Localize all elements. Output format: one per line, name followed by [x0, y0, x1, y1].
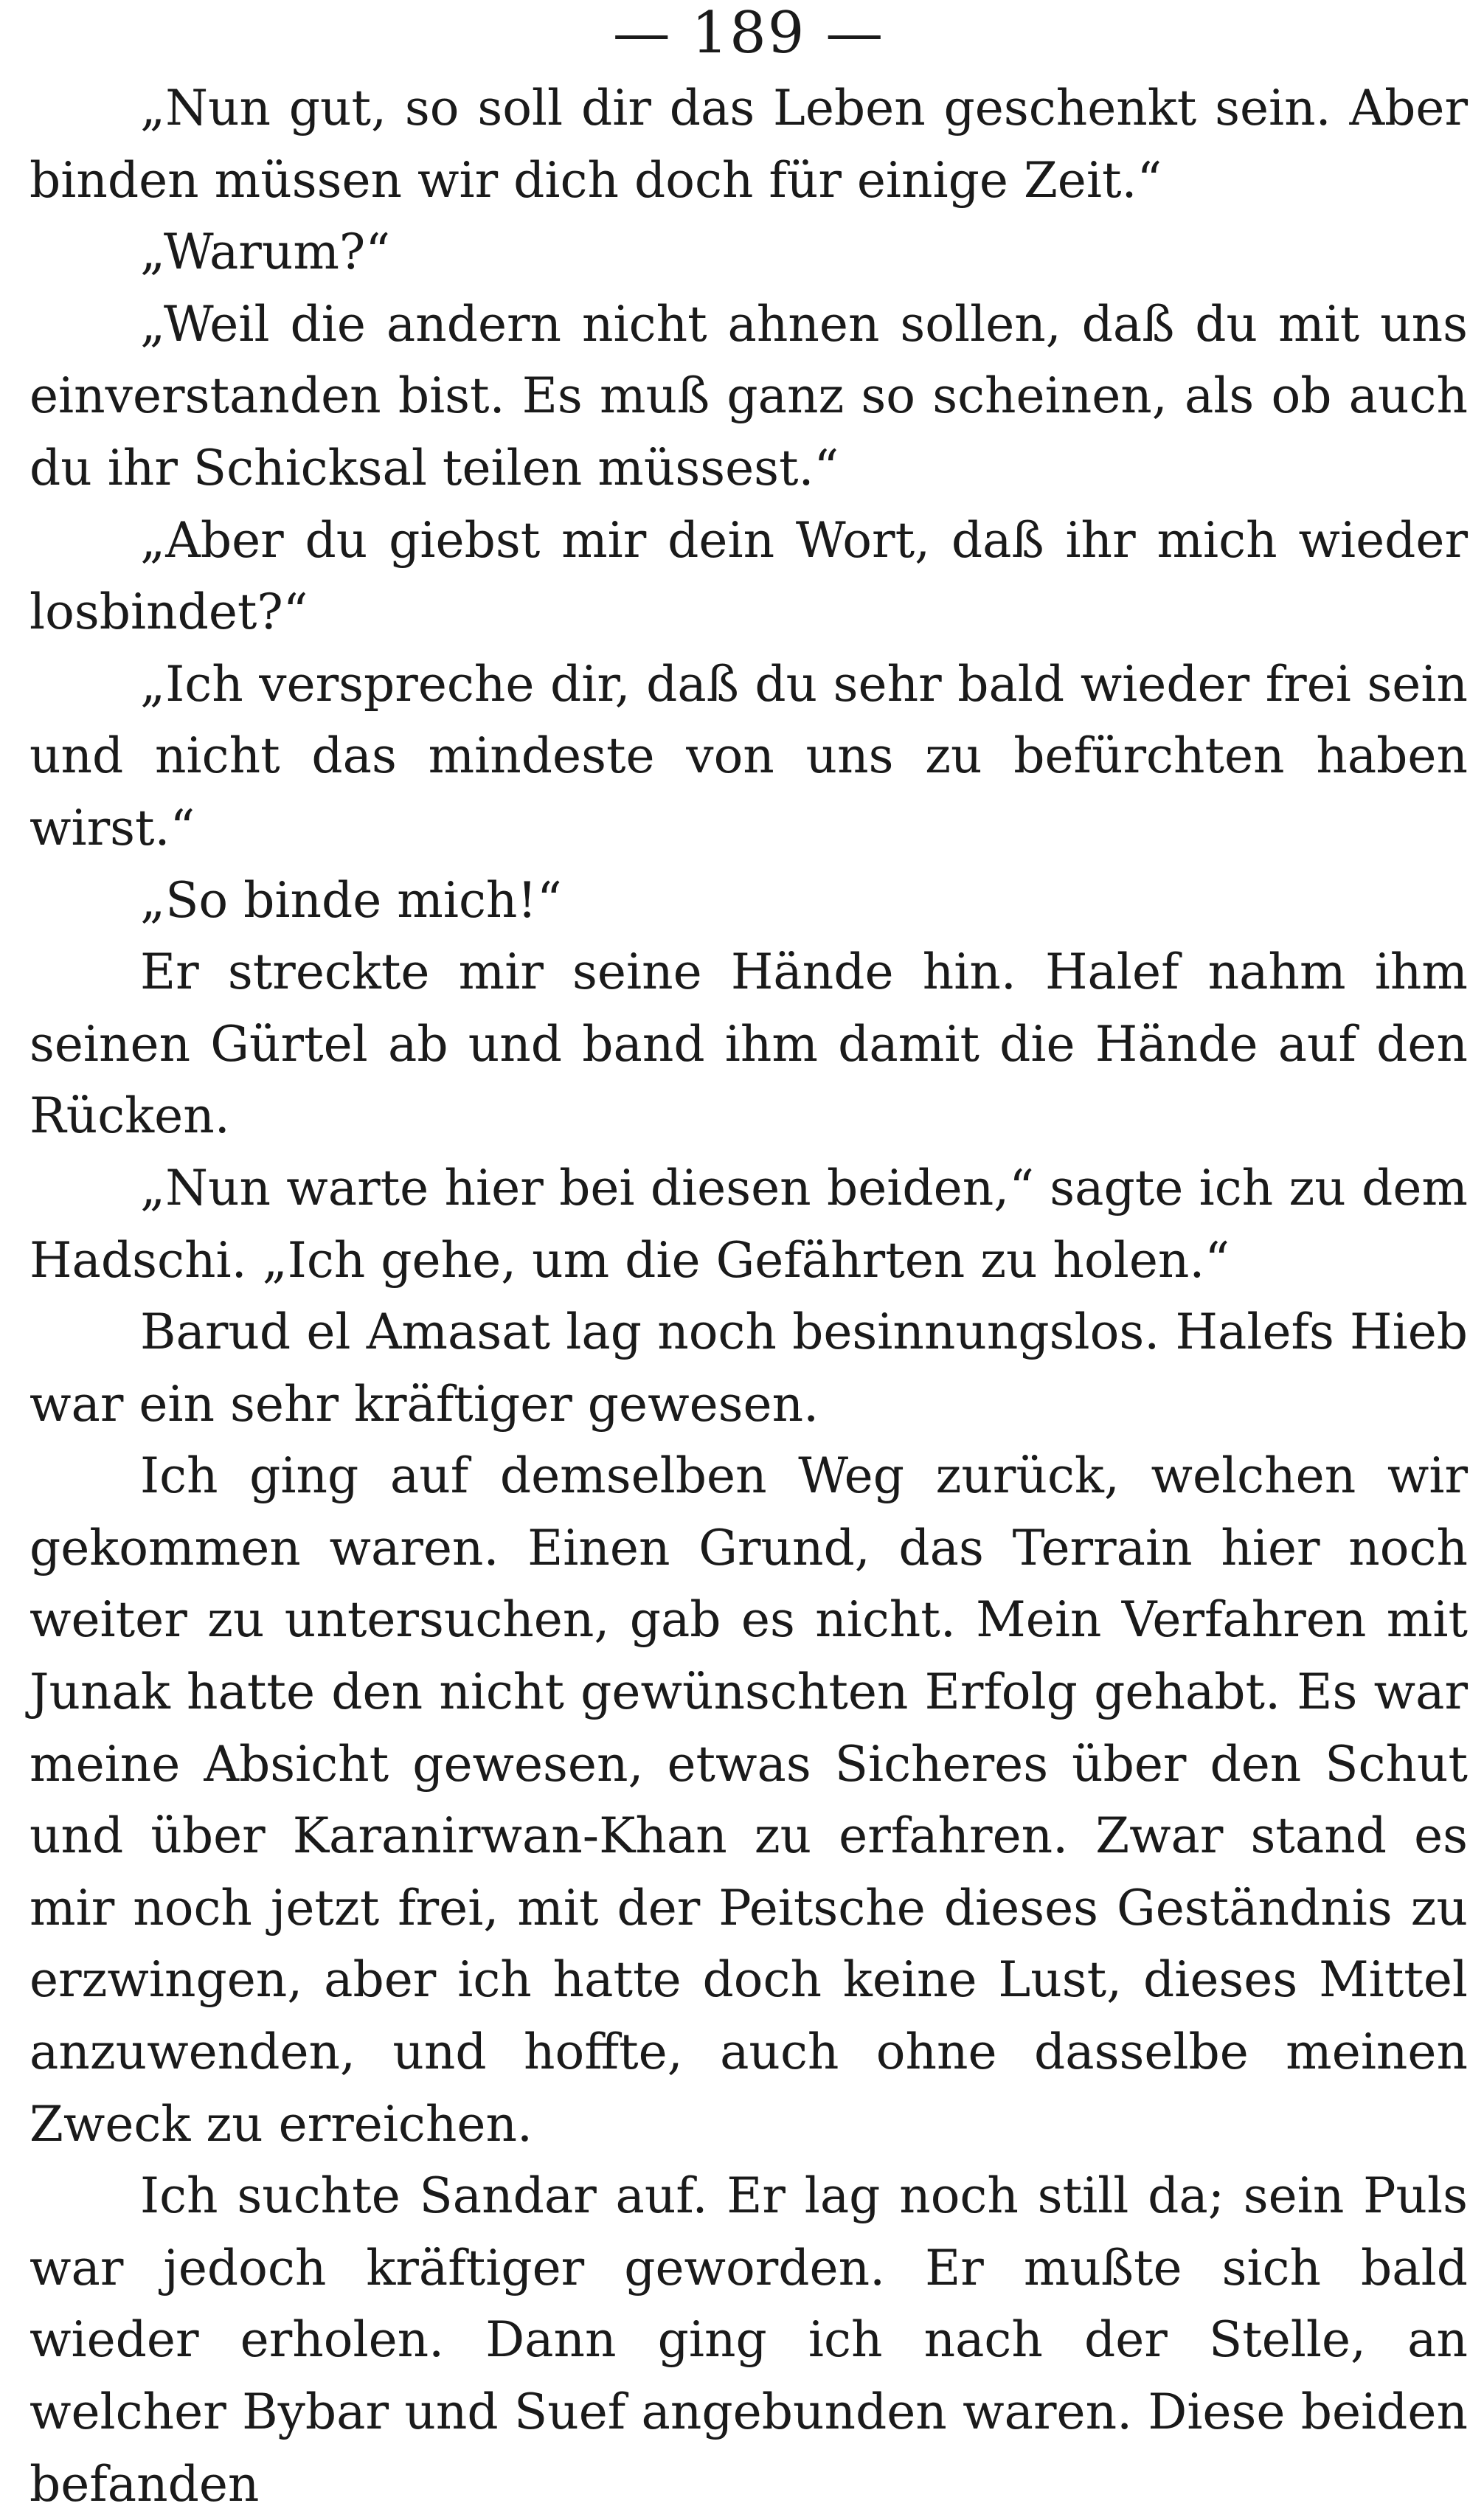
paragraph-1: „Nun gut, so soll dir das Leben geschenkt sein. Aber binden müssen wir dich doch für einige Zeit.“: [30, 80, 1468, 209]
paragraph-11: Ich suchte Sandar auf. Er lag noch still da; sein Puls war jedoch kräftiger geworden. Er mußte sich bald wieder erholen. Dann ging ich nach der Stelle, an welcher Bybar und Suef angebunden waren. Diese beiden befanden: [30, 2167, 1468, 2513]
paragraph-9: Barud el Amasat lag noch besinnungslos. Halefs Hieb war ein sehr kräftiger gewesen.: [30, 1304, 1468, 1433]
page-number: — 189 —: [612, 0, 885, 66]
paragraph-10: Ich ging auf demselben Weg zurück, welchen wir gekommen waren. Einen Grund, das Terrain hier noch weiter zu untersuchen, gab es nicht. Mein Verfahren mit Junak hatte den nicht gewünschten Erfolg gehabt. Es war meine Absicht gewesen, etwas Sicheres über den Schut und über Karanirwan-Khan zu erfahren. Zwar stand es mir noch jetzt frei, mit der Peitsche dieses Geständnis zu erzwingen, aber ich hatte doch keine Lust, dieses Mittel anzuwenden, und hoffte, auch ohne dasselbe meinen Zweck zu erreichen.: [30, 1447, 1468, 2153]
paragraph-5: „Ich verspreche dir, daß du sehr bald wieder frei sein und nicht das mindeste von uns zu befürchten haben wirst.“: [30, 655, 1468, 856]
paragraph-6: „So binde mich!“: [140, 871, 562, 929]
paragraph-8: „Nun warte hier bei diesen beiden,“ sagte ich zu dem Hadschi. „Ich gehe, um die Gefährten zu holen.“: [30, 1159, 1468, 1289]
paragraph-2: „Warum?“: [140, 224, 391, 281]
paragraph-7: Er streckte mir seine Hände hin. Halef nahm ihm seinen Gürtel ab und band ihm damit die Hände auf den Rücken.: [30, 944, 1468, 1145]
paragraph-3: „Weil die andern nicht ahnen sollen, daß du mit uns einverstanden bist. Es muß ganz so scheinen, als ob auch du ihr Schicksal teilen müssest.“: [30, 295, 1468, 496]
book-page: [30, 0, 1468, 2520]
paragraph-4: „Aber du giebst mir dein Wort, daß ihr mich wieder losbindet?“: [30, 511, 1468, 641]
text-body: [30, 72, 1468, 2520]
